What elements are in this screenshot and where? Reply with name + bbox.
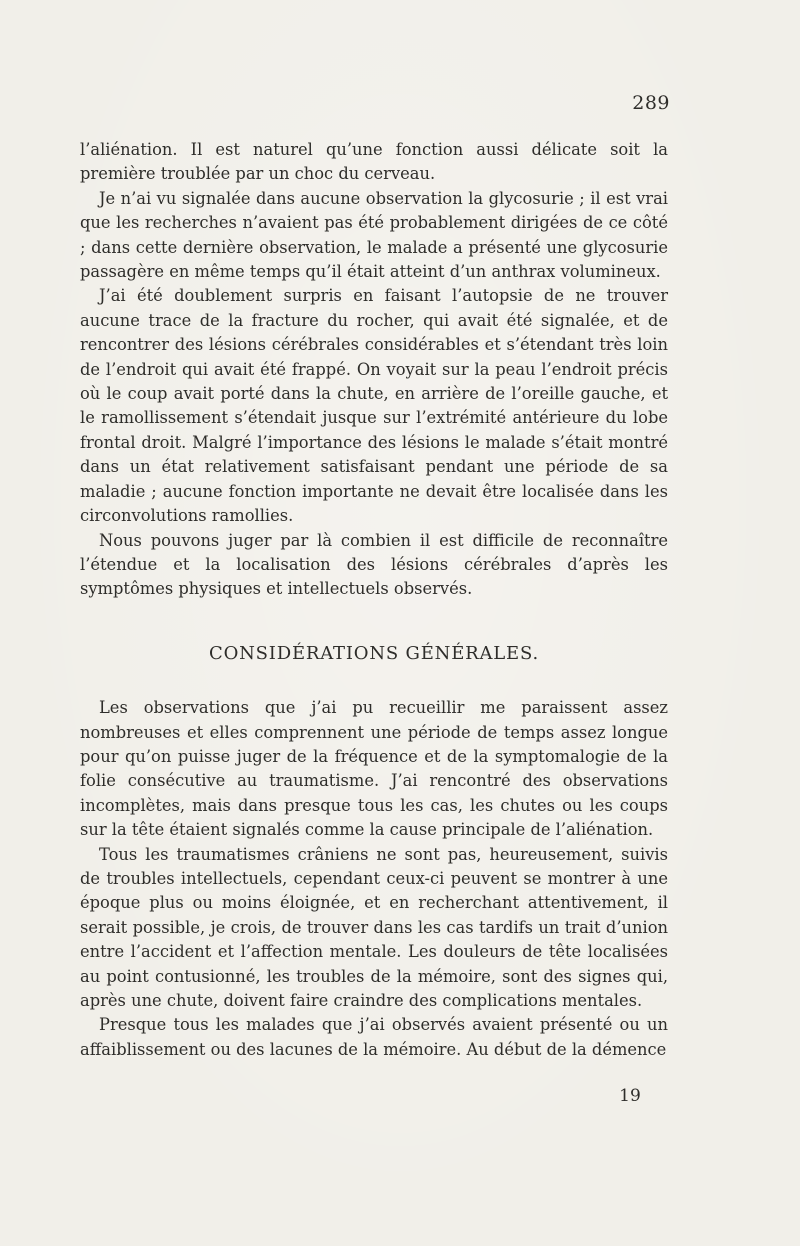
- section-heading: CONSIDÉRATIONS GÉNÉRALES.: [209, 642, 539, 664]
- paragraph-glycosurie: Je n’ai vu signalée dans aucune observation la glycosurie ; il est vrai que les recherches n’avaient pas été probablement dirigées de ce côté ; dans cette dernière observation, le malade a présenté une glycosurie passagère en même temps qu’il était atteint d’un anthrax volumineux.: [80, 188, 668, 282]
- paragraph-memoire: Presque tous les malades que j’ai observés avaient présenté ou un affaiblissement ou des lacunes de la mémoire. Au début de la démence: [80, 1015, 668, 1059]
- page-body: [80, 138, 668, 1062]
- paragraph-traumatismes: Tous les traumatismes crâniens ne sont pas, heureusement, suivis de troubles intellectuels, cependant ceux-ci peuvent se montrer à une époque plus ou moins éloignée, et en recherchant attentivement, il serait possible, je crois, de trouver dans les cas tardifs un trait d’union entre l’accident et l’affection mentale. Les douleurs de tête localisées au point contusionné, les troubles de la mémoire, sont des signes qui, après une chute, doivent faire craindre des complications mentales.: [80, 844, 668, 1010]
- signature-mark: 19: [619, 1086, 641, 1106]
- page-number: 289: [632, 92, 670, 114]
- paragraph-observations: Les observations que j’ai pu recueillir me paraissent assez nombreuses et elles comprennent une période de temps assez longue pour qu’on puisse juger de la fréquence et de la symptomalogie de la folie consécutive au traumatisme. J’ai rencontré des observations incomplètes, mais dans presque tous les cas, les chutes ou les coups sur la tête étaient signalés comme la cause principale de l’aliénation.: [80, 698, 668, 840]
- paragraph-lesions: Nous pouvons juger par là combien il est difficile de reconnaître l’étendue et la localisation des lésions cérébrales d’après les symptômes physiques et intellectuels observés.: [80, 530, 668, 599]
- paragraph-autopsie: J’ai été doublement surpris en faisant l’autopsie de ne trouver aucune trace de la fracture du rocher, qui avait été signalée, et de rencontrer des lésions cérébrales considérables et s’étendant très loin de l’endroit qui avait été frappé. On voyait sur la peau l’endroit précis où le coup avait porté dans la chute, en arrière de l’oreille gauche, et le ramollissement s’étendait jusque sur l’extrémité antérieure du lobe frontal droit. Malgré l’importance des lésions le malade s’était montré dans un état relativement satisfaisant pendant une période de sa maladie ; aucune fonction importante ne devait être localisée dans les circonvolutions ramollies.: [80, 286, 668, 526]
- paragraph-continuation: l’aliénation. Il est naturel qu’une fonction aussi délicate soit la première troublée par un choc du cerveau.: [80, 140, 668, 184]
